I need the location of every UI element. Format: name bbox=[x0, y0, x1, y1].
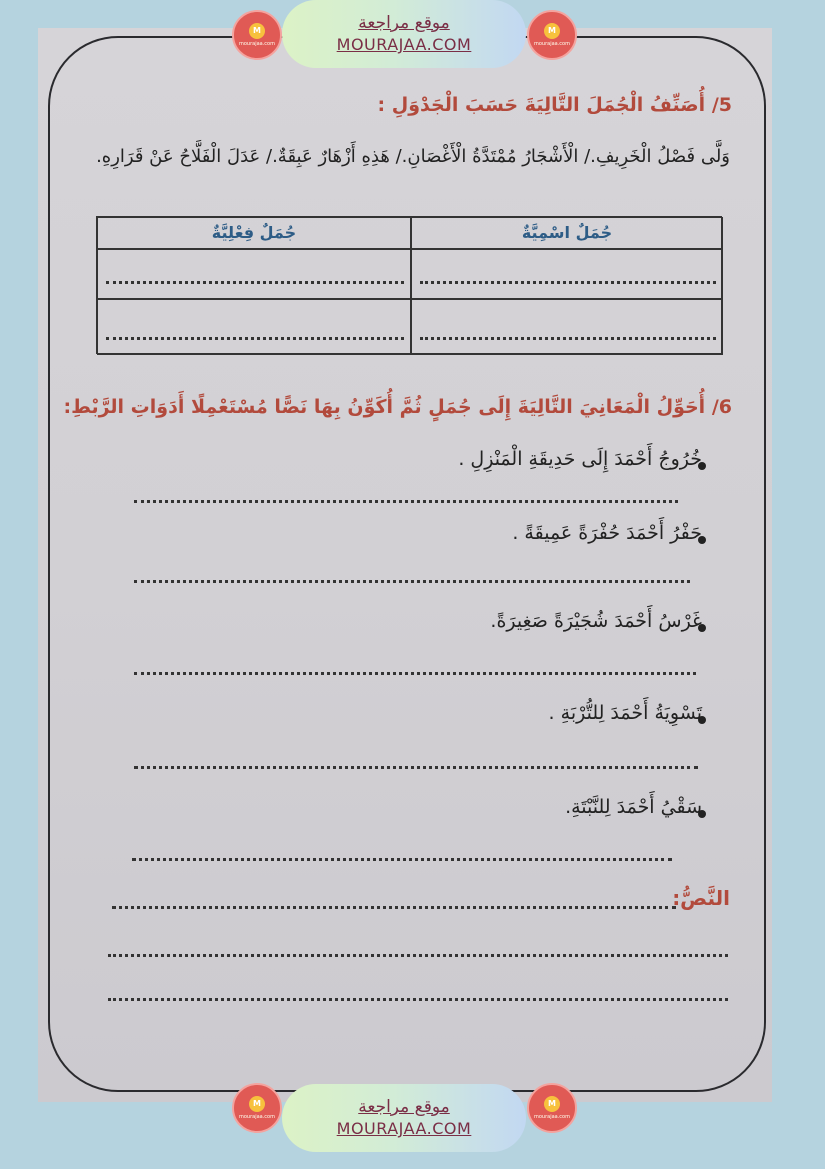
answer-cell-verbal-2[interactable] bbox=[97, 299, 411, 355]
worksheet-frame bbox=[48, 36, 766, 1092]
q6-item: تَسْوِيَةُ أَحْمَدَ لِلتُّرْبَةِ . bbox=[548, 702, 702, 724]
answer-dotted-line[interactable] bbox=[134, 580, 690, 583]
table-header-verbal: جُمَلٌ فِعْلِيَّةٌ bbox=[97, 217, 411, 249]
answer-dotted-line bbox=[420, 281, 716, 284]
badge-site-text: mourajaa.com bbox=[533, 1114, 570, 1120]
site-name-ar[interactable]: موقع مراجعة bbox=[358, 1097, 450, 1117]
q6-instruction: أُحَوِّلُ الْمَعَانِيَ التَّالِيَةَ إِلَى جُمَلٍ ثُمَّ أُكَوِّنُ بِهَا نَصًّا مُسْتَعْمِلًا أَدَوَاتِ الرَّبْطِ: bbox=[63, 396, 706, 418]
answer-dotted-line[interactable] bbox=[112, 906, 676, 909]
answer-cell-verbal-1[interactable] bbox=[97, 249, 411, 299]
q6-item: غَرْسُ أَحْمَدَ شُجَيْرَةً صَغِيرَةً. bbox=[490, 610, 702, 632]
site-domain-link[interactable]: MOURAJAA.COM bbox=[336, 1119, 472, 1138]
q5-sentences: وَلَّى فَصْلُ الْخَرِيفِ./ الْأَشْجَارُ مُمْتَدَّةُ الْأَغْصَانِ./ هَذِهِ أَزْهَارٌ عَبِقَةٌ./ عَدَلَ الْفَلَّاحُ عَنْ قَرَارِهِ. bbox=[96, 146, 730, 167]
badge-logo-icon: M bbox=[544, 1096, 560, 1112]
q6-item: خُرُوجُ أَحْمَدَ إِلَى حَدِيقَةِ الْمَنْزِلِ . bbox=[458, 448, 702, 470]
answer-dotted-line[interactable] bbox=[134, 672, 696, 675]
q6-number: 6/ bbox=[711, 396, 732, 418]
answer-cell-nominal-1[interactable] bbox=[411, 249, 723, 299]
answer-cell-nominal-2[interactable] bbox=[411, 299, 723, 355]
site-domain-link[interactable]: MOURAJAA.COM bbox=[336, 35, 472, 54]
site-badge-icon bbox=[527, 1083, 577, 1133]
answer-dotted-line[interactable] bbox=[134, 500, 678, 503]
text-label: النَّصُّ: bbox=[672, 886, 730, 910]
q5-title bbox=[378, 94, 732, 116]
answer-dotted-line[interactable] bbox=[108, 998, 728, 1001]
worksheet-page bbox=[38, 28, 772, 1102]
site-badge-icon bbox=[527, 10, 577, 60]
badge-logo-icon: M bbox=[249, 1096, 265, 1112]
q6-item: حَفْرُ أَحْمَدَ حُفْرَةً عَمِيقَةً . bbox=[512, 522, 702, 544]
answer-dotted-line bbox=[106, 281, 404, 284]
answer-dotted-line bbox=[106, 337, 404, 340]
badge-site-text: mourajaa.com bbox=[238, 1114, 275, 1120]
q5-number: 5/ bbox=[711, 94, 732, 116]
site-badge-icon bbox=[232, 10, 282, 60]
badge-site-text: mourajaa.com bbox=[238, 41, 275, 47]
q6-item: سَقْيُ أَحْمَدَ لِلنَّبْتَةِ. bbox=[565, 796, 702, 818]
badge-logo-icon: M bbox=[249, 23, 265, 39]
site-banner-top[interactable] bbox=[282, 0, 526, 68]
site-banner-bottom[interactable] bbox=[282, 1084, 526, 1152]
site-name-ar[interactable]: موقع مراجعة bbox=[358, 13, 450, 33]
q6-title bbox=[64, 396, 732, 418]
q5-instruction: أُصَنِّفُ الْجُمَلَ التَّالِيَةَ حَسَبَ الْجَدْوَلِ : bbox=[377, 94, 706, 116]
answer-dotted-line[interactable] bbox=[132, 858, 672, 861]
answer-dotted-line bbox=[420, 337, 716, 340]
table-header-nominal: جُمَلٌ اسْمِيَّةٌ bbox=[411, 217, 723, 249]
classification-table bbox=[96, 216, 722, 354]
answer-dotted-line[interactable] bbox=[134, 766, 698, 769]
badge-logo-icon: M bbox=[544, 23, 560, 39]
answer-dotted-line[interactable] bbox=[108, 954, 728, 957]
site-badge-icon bbox=[232, 1083, 282, 1133]
badge-site-text: mourajaa.com bbox=[533, 41, 570, 47]
